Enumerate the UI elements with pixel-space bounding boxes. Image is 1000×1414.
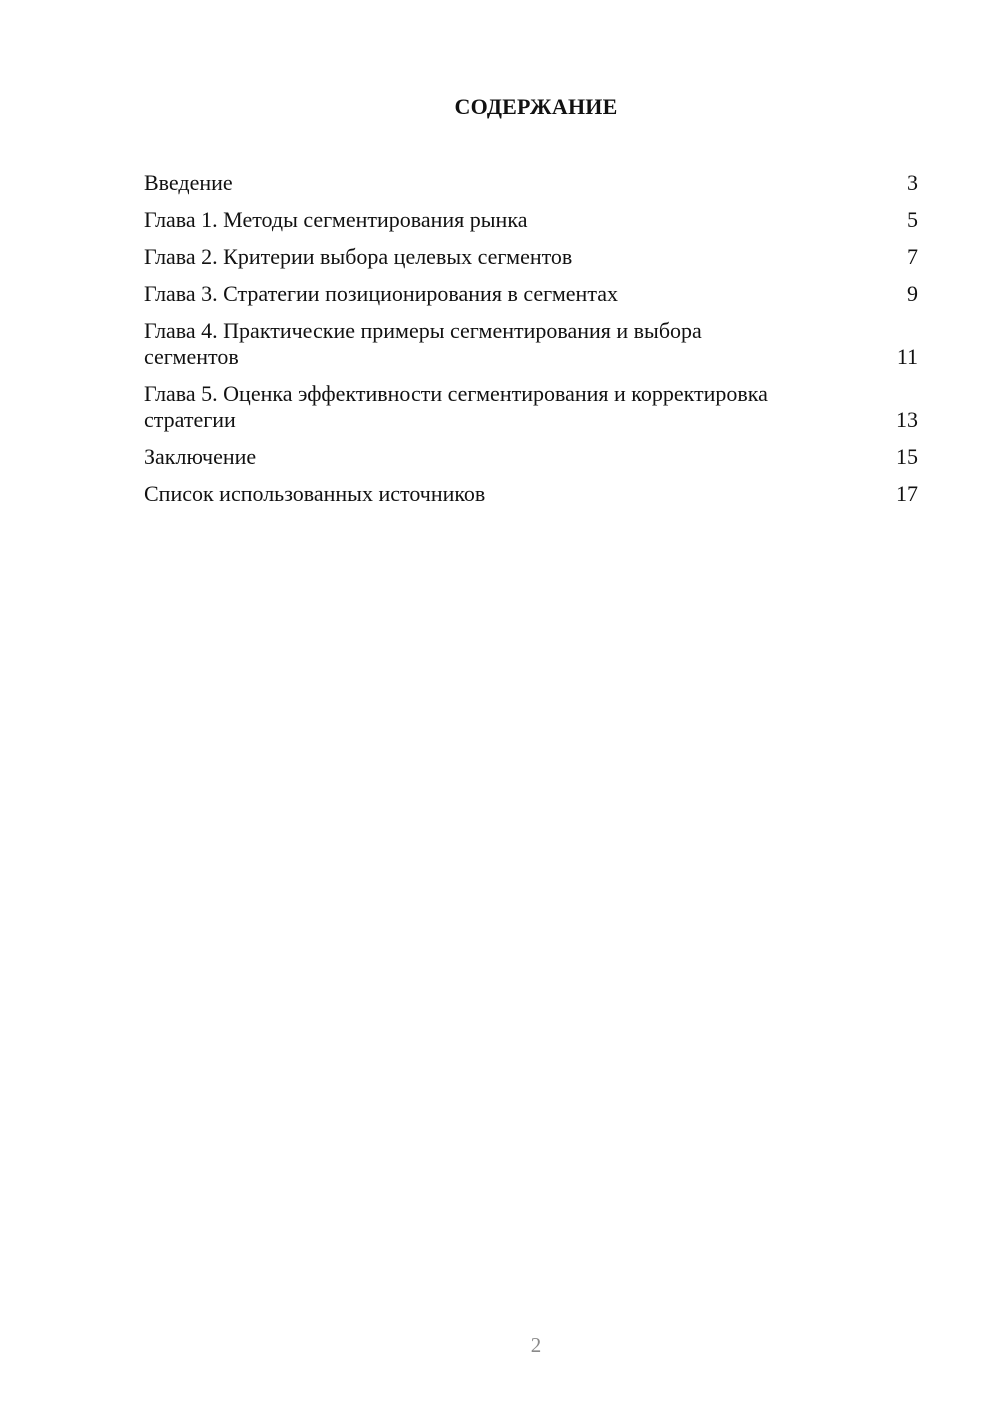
toc-entry-label: Глава 1. Методы сегментирования рынка [144, 207, 528, 232]
toc-entry-label: Заключение [144, 444, 257, 469]
toc-entry-conclusion[interactable] [144, 444, 918, 470]
toc-entry-page: 9 [907, 281, 918, 306]
toc-entry-label: Глава 3. Стратегии позиционирования в сегментах [144, 281, 618, 306]
toc-entry-page: 13 [896, 407, 918, 432]
table-of-contents [144, 170, 918, 518]
toc-entry-page: 15 [896, 444, 918, 469]
toc-entry-chapter-4[interactable] [144, 318, 918, 370]
toc-entry-references[interactable] [144, 481, 918, 507]
toc-entry-label: Список использованных источников [144, 481, 486, 506]
toc-entry-label: Глава 2. Критерии выбора целевых сегментов [144, 244, 573, 269]
toc-entry-chapter-5[interactable] [144, 381, 918, 433]
toc-entry-chapter-2[interactable] [144, 244, 918, 270]
toc-entry-chapter-1[interactable] [144, 207, 918, 233]
toc-entry-page: 17 [896, 481, 918, 506]
toc-entry-introduction[interactable] [144, 170, 918, 196]
toc-entry-label: Введение [144, 170, 233, 195]
toc-entry-page: 5 [907, 207, 918, 232]
toc-entry-page: 11 [896, 344, 918, 369]
page-title: СОДЕРЖАНИЕ [454, 94, 618, 119]
toc-entry-page: 7 [907, 244, 918, 269]
toc-entry-page: 3 [907, 170, 918, 195]
toc-entry-chapter-3[interactable] [144, 281, 918, 307]
toc-entry-label: Глава 5. Оценка эффективности сегментирования и корректировка стратегии [144, 381, 768, 432]
toc-entry-label: Глава 4. Практические примеры сегментирования и выбора сегментов [144, 318, 702, 369]
page-number: 2 [530, 1333, 542, 1357]
